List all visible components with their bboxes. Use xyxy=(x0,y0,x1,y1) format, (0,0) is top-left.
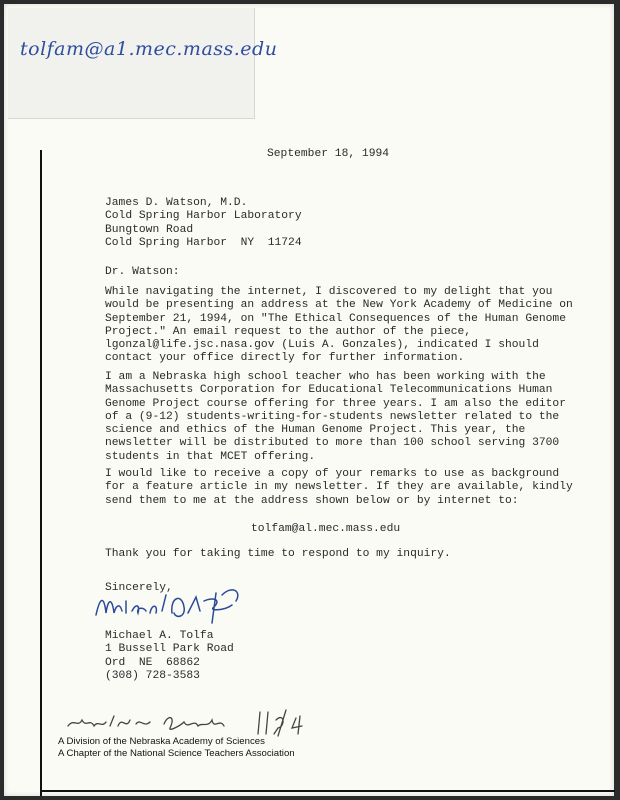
sticky-note-text: tolfam@a1.mec.mass.edu xyxy=(20,38,278,60)
recipient-line: Bungtown Road xyxy=(105,223,194,236)
handwritten-mailed-note xyxy=(64,704,324,738)
margin-rule xyxy=(40,150,42,796)
recipient-address xyxy=(105,197,302,250)
letter-page xyxy=(4,4,614,796)
body-paragraph-1: While navigating the internet, I discovered to my delight that you would be presenting an address at the New York Academy of Medicine on September 21, 1994, on "The Ethical Consequences of the Human Genome Project." An email request to the author of the piece, lgonzal@life.jsc.nasa.gov (Luis A. Gonzales), indicated I should contact your office directly for further information. xyxy=(105,286,573,365)
body-paragraph-3: I would like to receive a copy of your remarks to use as background for a feature article in my newsletter. If they are available, kindly send them to me at the address shown below or by internet to: xyxy=(105,468,573,507)
sender-line: 1 Bussell Park Road xyxy=(105,643,234,656)
sender-line: Ord NE 68862 xyxy=(105,656,200,669)
letter-date: September 18, 1994 xyxy=(267,148,390,160)
sender-block xyxy=(105,630,234,683)
recipient-line: Cold Spring Harbor Laboratory xyxy=(105,210,302,223)
sticky-note xyxy=(8,8,278,119)
sender-line: (308) 728-3583 xyxy=(105,669,200,682)
footer-line: A Chapter of the National Science Teachers Association xyxy=(58,747,295,759)
sender-line: Michael A. Tolfa xyxy=(105,630,214,642)
closing: Sincerely, xyxy=(105,582,173,594)
letterhead-footer xyxy=(58,736,295,759)
contact-email: tolfam@al.mec.mass.edu xyxy=(251,523,401,535)
body-paragraph-2: I am a Nebraska high school teacher who has been working with the Massachusetts Corporation for Educational Telecommunications Human Genome Project course offering for three years. I am also the editor of a (9-12) students-writing-for-students newsletter related to the science and ethics of the Human Genome Project. This year, the newsletter will be distributed to more than 100 school serving 3700 students in that MCET offering. xyxy=(105,371,566,463)
bottom-rule xyxy=(40,790,615,792)
recipient-line: James D. Watson, M.D. xyxy=(105,197,248,209)
signature xyxy=(92,577,252,627)
recipient-line: Cold Spring Harbor NY 11724 xyxy=(105,236,302,249)
salutation: Dr. Watson: xyxy=(105,266,180,278)
thanks-line: Thank you for taking time to respond to my inquiry. xyxy=(105,548,451,560)
footer-line: A Division of the Nebraska Academy of Sciences xyxy=(58,736,265,747)
